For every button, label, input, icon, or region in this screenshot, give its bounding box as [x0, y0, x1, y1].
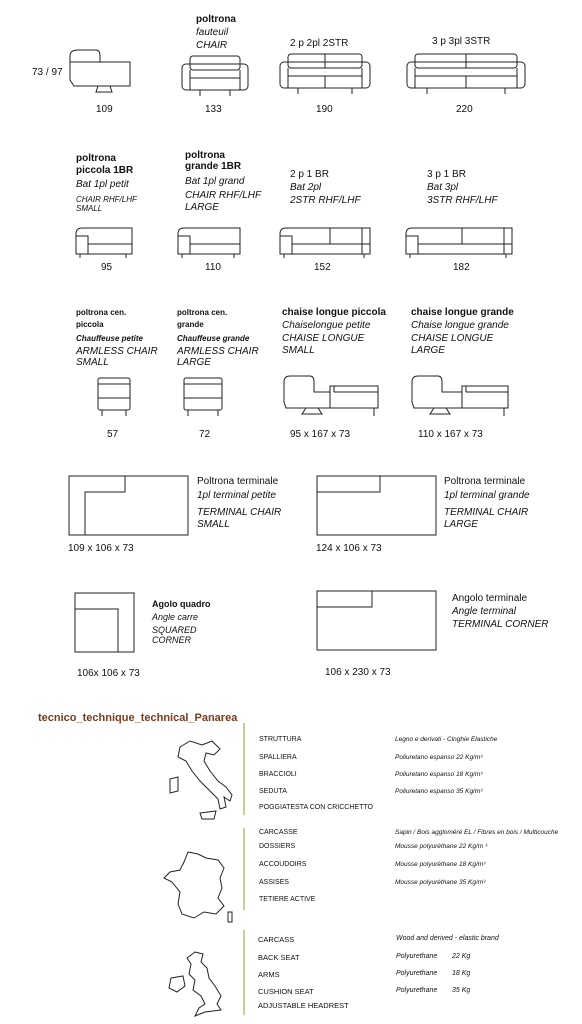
- sofa2-front-drawing: [278, 52, 374, 94]
- dim-row3-3: 95 x 167 x 73: [290, 429, 351, 440]
- dim-row2-1: 95: [101, 262, 113, 273]
- label-row3-3-a: chaise longue piccola: [282, 307, 386, 318]
- italy-map-icon: [160, 735, 250, 825]
- dim-row2-2: 110: [205, 262, 221, 273]
- label-row2-1-d: CHAIR RHF/LHF: [76, 195, 137, 204]
- label-row1-3: 2 p 2pl 2STR: [290, 38, 349, 49]
- label-row1-2-b: fauteuil: [196, 27, 229, 38]
- label-row3-2-c: Chauffeuse grande: [177, 334, 250, 343]
- label-row5-1-a: Agolo quadro: [152, 599, 211, 609]
- label-row5-1-c: SQUARED: [152, 625, 197, 635]
- dim-row3-2: 72: [199, 429, 211, 440]
- spec-en-0-v: Wood and derived - elastic brand: [396, 935, 499, 942]
- label-row2-4-a: 3 p 1 BR: [427, 169, 466, 180]
- spec-fr-3-k: ASSISES: [259, 879, 289, 886]
- armless-small-drawing: [96, 376, 132, 416]
- label-row4-1-b: 1pl terminal petite: [197, 490, 276, 501]
- label-row3-4-a: chaise longue grande: [411, 307, 514, 318]
- label-row2-1-e: SMALL: [76, 204, 103, 213]
- spec-en-1-w: 22 Kg: [452, 953, 471, 960]
- label-row1-2-c: CHAIR: [196, 40, 228, 51]
- label-row2-1-c: Bat 1pl petit: [76, 179, 129, 190]
- spec-fr-0-k: CARCASSE: [259, 829, 298, 836]
- label-row3-2-a: poltrona cen.: [177, 308, 228, 317]
- spec-en-0-k: CARCASS: [258, 935, 295, 944]
- spec-en-3-k: CUSHION SEAT: [258, 987, 314, 996]
- dim-row2-4: 182: [453, 262, 470, 273]
- spec-en-1-v: Polyurethane: [396, 953, 438, 960]
- spec-it-0-v: Legno e derivati - Cinghie Elastiche: [395, 736, 498, 743]
- dim-row1-2: 133: [205, 104, 222, 115]
- spec-fr-1-k: DOSSIERS: [259, 843, 296, 850]
- label-row4-2-c: TERMINAL CHAIR: [444, 507, 529, 518]
- label-row5-2-a: Angolo terminale: [452, 593, 528, 604]
- label-row3-1-d: ARMLESS CHAIR: [76, 346, 158, 357]
- dim-row1-1: 109: [96, 104, 113, 115]
- spec-it-4-k: POGGIATESTA CON CRICCHETTO: [259, 804, 373, 811]
- label-row4-2-a: Poltrona terminale: [444, 476, 526, 487]
- squared-corner-plan: [74, 592, 136, 654]
- spec-it-3-k: SEDUTA: [259, 788, 287, 795]
- divider-fr: [243, 828, 245, 910]
- label-row5-2-b: Angle terminal: [452, 606, 516, 617]
- label-row3-1-c: Chauffeuse petite: [76, 334, 143, 343]
- label-row2-2-a: poltrona: [185, 150, 225, 161]
- spec-it-1-v: Poliuretano espanso 22 Kg/m³: [395, 754, 483, 761]
- label-row3-3-c: CHAISE LONGUE: [282, 333, 365, 344]
- label-row4-1-c: TERMINAL CHAIR: [197, 507, 282, 518]
- label-row5-1-b: Angle carre: [152, 612, 199, 622]
- height-label: 73 / 97: [32, 67, 63, 78]
- spec-it-0-k: STRUTTURA: [259, 736, 302, 743]
- terminal-large-plan: [316, 475, 438, 537]
- label-row2-3-a: 2 p 1 BR: [290, 169, 329, 180]
- dim-row4-1: 109 x 106 x 73: [68, 543, 134, 554]
- dim-row4-2: 124 x 106 x 73: [316, 543, 382, 554]
- spec-en-2-k: ARMS: [258, 970, 280, 979]
- label-row3-1-b: piccola: [76, 320, 104, 329]
- label-row3-1-a: poltrona cen.: [76, 308, 127, 317]
- dim-row5-1: 106x 106 x 73: [77, 668, 140, 679]
- sofa-side-drawing: [68, 48, 138, 96]
- spec-fr-3-v: Mousse polyuréthane 35 Kg/m³: [395, 879, 486, 886]
- label-row2-3-b: Bat 2pl: [290, 182, 322, 193]
- dim-row3-1: 57: [107, 429, 119, 440]
- chair-front-drawing: [180, 54, 252, 94]
- dim-row5-2: 106 x 230 x 73: [325, 667, 391, 678]
- label-row3-3-b: Chaiselongue petite: [282, 320, 371, 331]
- dim-row1-4: 220: [456, 104, 473, 115]
- label-row2-4-b: Bat 3pl: [427, 182, 459, 193]
- divider-en: [243, 930, 245, 1015]
- sofa2-1br-drawing: [278, 222, 374, 258]
- dim-row1-3: 190: [316, 104, 333, 115]
- spec-it-3-v: Poliuretano espanso 35 Kg/m³: [395, 788, 483, 795]
- label-row2-1-b: piccola 1BR: [76, 165, 134, 176]
- label-row1-2-a: poltrona: [196, 14, 236, 25]
- spec-en-3-v: Polyurethane: [396, 987, 438, 994]
- label-row3-2-d: ARMLESS CHAIR: [177, 346, 259, 357]
- sofa3-1br-drawing: [404, 222, 516, 258]
- spec-fr-2-v: Mousse polyuréthane 18 Kg/m³: [395, 861, 486, 868]
- label-row3-4-c: CHAISE LONGUE: [411, 333, 494, 344]
- label-row3-3-d: SMALL: [282, 345, 315, 356]
- spec-fr-0-v: Sapin / Bois aggloméré EL / Fibres en bois / Multicouche: [395, 829, 559, 836]
- chair-large-1br-drawing: [176, 222, 244, 258]
- sofa3-front-drawing: [405, 52, 529, 94]
- spec-it-2-v: Poliuretano espanso 18 Kg/m³: [395, 771, 483, 778]
- label-row2-2-d: CHAIR RHF/LHF: [185, 190, 262, 201]
- label-row5-1-d: CORNER: [152, 635, 192, 645]
- divider-it: [243, 723, 245, 815]
- spec-en-4-k: ADJUSTABLE HEADREST: [258, 1001, 349, 1010]
- spec-it-2-k: BRACCIOLI: [259, 771, 297, 778]
- terminal-corner-plan: [316, 590, 438, 652]
- chaise-large-drawing: [410, 372, 512, 418]
- label-row4-1-d: SMALL: [197, 519, 230, 530]
- spec-en-2-v: Polyurethane: [396, 970, 438, 977]
- spec-fr-1-v: Mousse polyuréthane 22 Kg/m ³: [395, 843, 488, 850]
- spec-fr-4-k: TETIERE ACTIVE: [259, 896, 316, 903]
- terminal-small-plan: [68, 475, 190, 537]
- spec-en-3-w: 35 Kg: [452, 987, 471, 994]
- label-row1-4: 3 p 3pl 3STR: [432, 36, 491, 47]
- label-row4-2-d: LARGE: [444, 519, 478, 530]
- label-row4-1-a: Poltrona terminale: [197, 476, 279, 487]
- spec-it-1-k: SPALLIERA: [259, 754, 297, 761]
- label-row2-1-a: poltrona: [76, 153, 116, 164]
- dim-row3-4: 110 x 167 x 73: [418, 429, 483, 440]
- label-row3-4-b: Chaise longue grande: [411, 320, 509, 331]
- label-row3-2-e: LARGE: [177, 357, 211, 368]
- technical-title: tecnico_technique_technical_Panarea: [38, 712, 238, 724]
- label-row4-2-b: 1pl terminal grande: [444, 490, 530, 501]
- spec-en-2-w: 18 Kg: [452, 970, 471, 977]
- label-row2-4-c: 3STR RHF/LHF: [427, 195, 498, 206]
- label-row3-4-d: LARGE: [411, 345, 445, 356]
- label-row5-2-c: TERMINAL CORNER: [452, 619, 549, 630]
- label-row3-1-e: SMALL: [76, 357, 109, 368]
- spec-fr-2-k: ACCOUDOIRS: [259, 861, 307, 868]
- label-row2-2-c: Bat 1pl grand: [185, 176, 245, 187]
- label-row2-2-b: grande 1BR: [185, 161, 242, 172]
- armless-large-drawing: [182, 376, 224, 416]
- chair-small-1br-drawing: [74, 222, 136, 258]
- spec-en-1-k: BACK SEAT: [258, 953, 300, 962]
- uk-map-icon: [165, 950, 231, 1020]
- label-row2-3-c: 2STR RHF/LHF: [290, 195, 361, 206]
- chaise-small-drawing: [282, 372, 382, 418]
- label-row2-2-e: LARGE: [185, 202, 219, 213]
- france-map-icon: [158, 848, 238, 928]
- label-row3-2-b: grande: [177, 320, 204, 329]
- dim-row2-3: 152: [314, 262, 331, 273]
